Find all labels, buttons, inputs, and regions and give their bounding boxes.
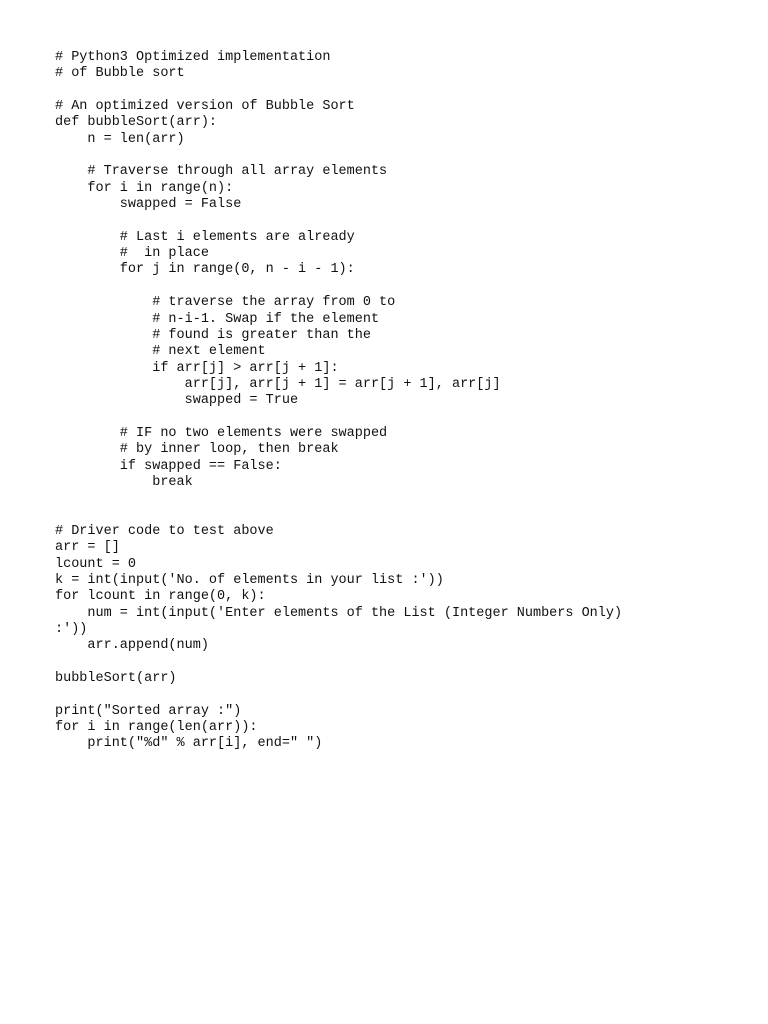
code-line: k = int(input('No. of elements in your list :')) [55, 573, 444, 588]
code-line: if swapped == False: [55, 458, 282, 474]
code-line: # of Bubble sort [55, 66, 185, 82]
code-line: for j in range(0, n - i - 1): [55, 262, 355, 278]
code-line: def bubbleSort(arr): [55, 115, 218, 131]
code-line: # Python3 Optimized implementation [55, 50, 331, 65]
code-line: for i in range(n): [55, 180, 234, 196]
code-line: arr[j], arr[j + 1] = arr[j + 1], arr[j] [55, 376, 501, 392]
code-line: # found is greater than the [55, 327, 371, 343]
code-line: for i in range(len(arr)): [55, 720, 258, 736]
code-line: :')) [55, 622, 88, 638]
code-line: # traverse the array from 0 to [55, 295, 396, 311]
code-line: # Last i elements are already [55, 229, 355, 245]
code-line: for lcount in range(0, k): [55, 589, 266, 605]
code-line: # An optimized version of Bubble Sort [55, 99, 355, 115]
code-line: swapped = False [55, 197, 242, 213]
code-line: # by inner loop, then break [55, 442, 339, 458]
code-line [55, 213, 622, 229]
code-line: # next element [55, 344, 266, 360]
code-line [55, 410, 622, 426]
code-line: arr.append(num) [55, 638, 209, 654]
code-line [55, 655, 622, 671]
code-line: # Driver code to test above [55, 523, 274, 539]
code-line: arr = [] [55, 540, 120, 556]
code-line: lcount = 0 [55, 556, 137, 572]
code-line: print("Sorted array :") [55, 703, 242, 719]
code-line: break [55, 474, 193, 490]
code-line: num = int(input('Enter elements of the List (Integer Numbers Only) [55, 605, 623, 621]
code-line: # IF no two elements were swapped [55, 425, 388, 441]
code-line [55, 687, 622, 703]
code-line: print("%d" % arr[i], end=" ") [55, 736, 323, 752]
code-line: # in place [55, 246, 209, 262]
code-line [55, 83, 622, 99]
code-line [55, 491, 622, 507]
code-line: # Traverse through all array elements [55, 164, 388, 180]
code-line: if arr[j] > arr[j + 1]: [55, 360, 339, 376]
code-line [55, 279, 622, 295]
code-line: swapped = True [55, 393, 299, 409]
code-line: bubbleSort(arr) [55, 671, 177, 687]
code-line: n = len(arr) [55, 131, 185, 147]
code-line: # n-i-1. Swap if the element [55, 311, 380, 327]
code-block [55, 50, 622, 753]
code-line [55, 148, 622, 164]
code-line [55, 508, 622, 524]
